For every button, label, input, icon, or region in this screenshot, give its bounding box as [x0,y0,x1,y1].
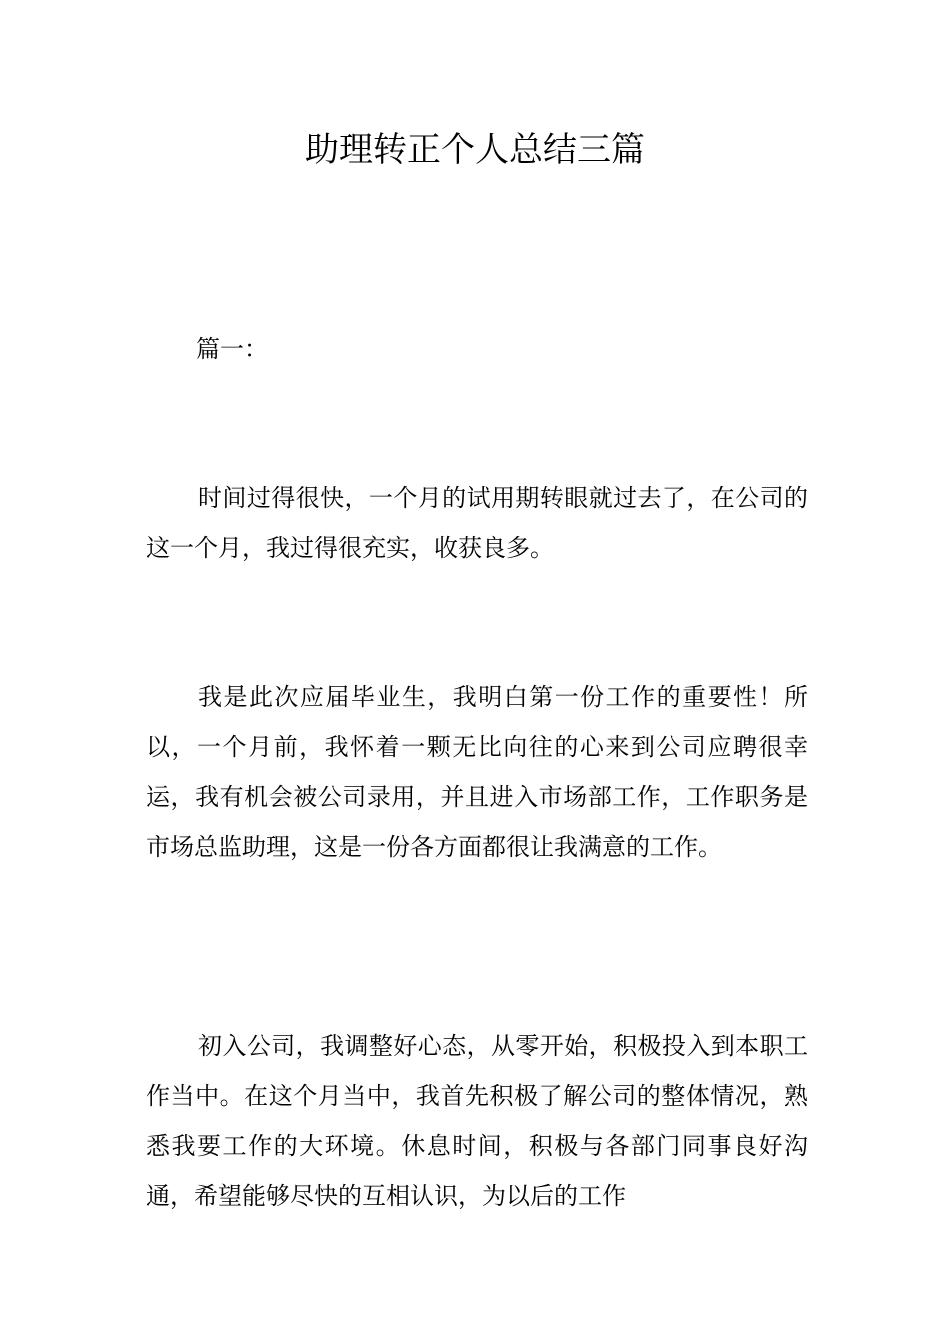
document-title: 助理转正个人总结三篇 [305,130,645,170]
section-label: 篇一： [196,335,268,363]
paragraph-2: 我是此次应届毕业生，我明白第一份工作的重要性！所以，一个月前，我怀着一颗无比向往的心来到公司应聘很幸运，我有机会被公司录用，并且进入市场部工作，工作职务是市场总监助理，这是一份各方面都很让我满意的工作。 [146,683,808,861]
paragraph-1: 时间过得很快，一个月的试用期转眼就过去了，在公司的这一个月，我过得很充实，收获良多。 [146,484,808,562]
paragraph-3: 初入公司，我调整好心态，从零开始，积极投入到本职工作当中。在这个月当中，我首先积极了解公司的整体情况，熟悉我要工作的大环境。休息时间，积极与各部门同事良好沟通，希望能够尽快的互相认识，为以后的工作 [146,1032,808,1210]
